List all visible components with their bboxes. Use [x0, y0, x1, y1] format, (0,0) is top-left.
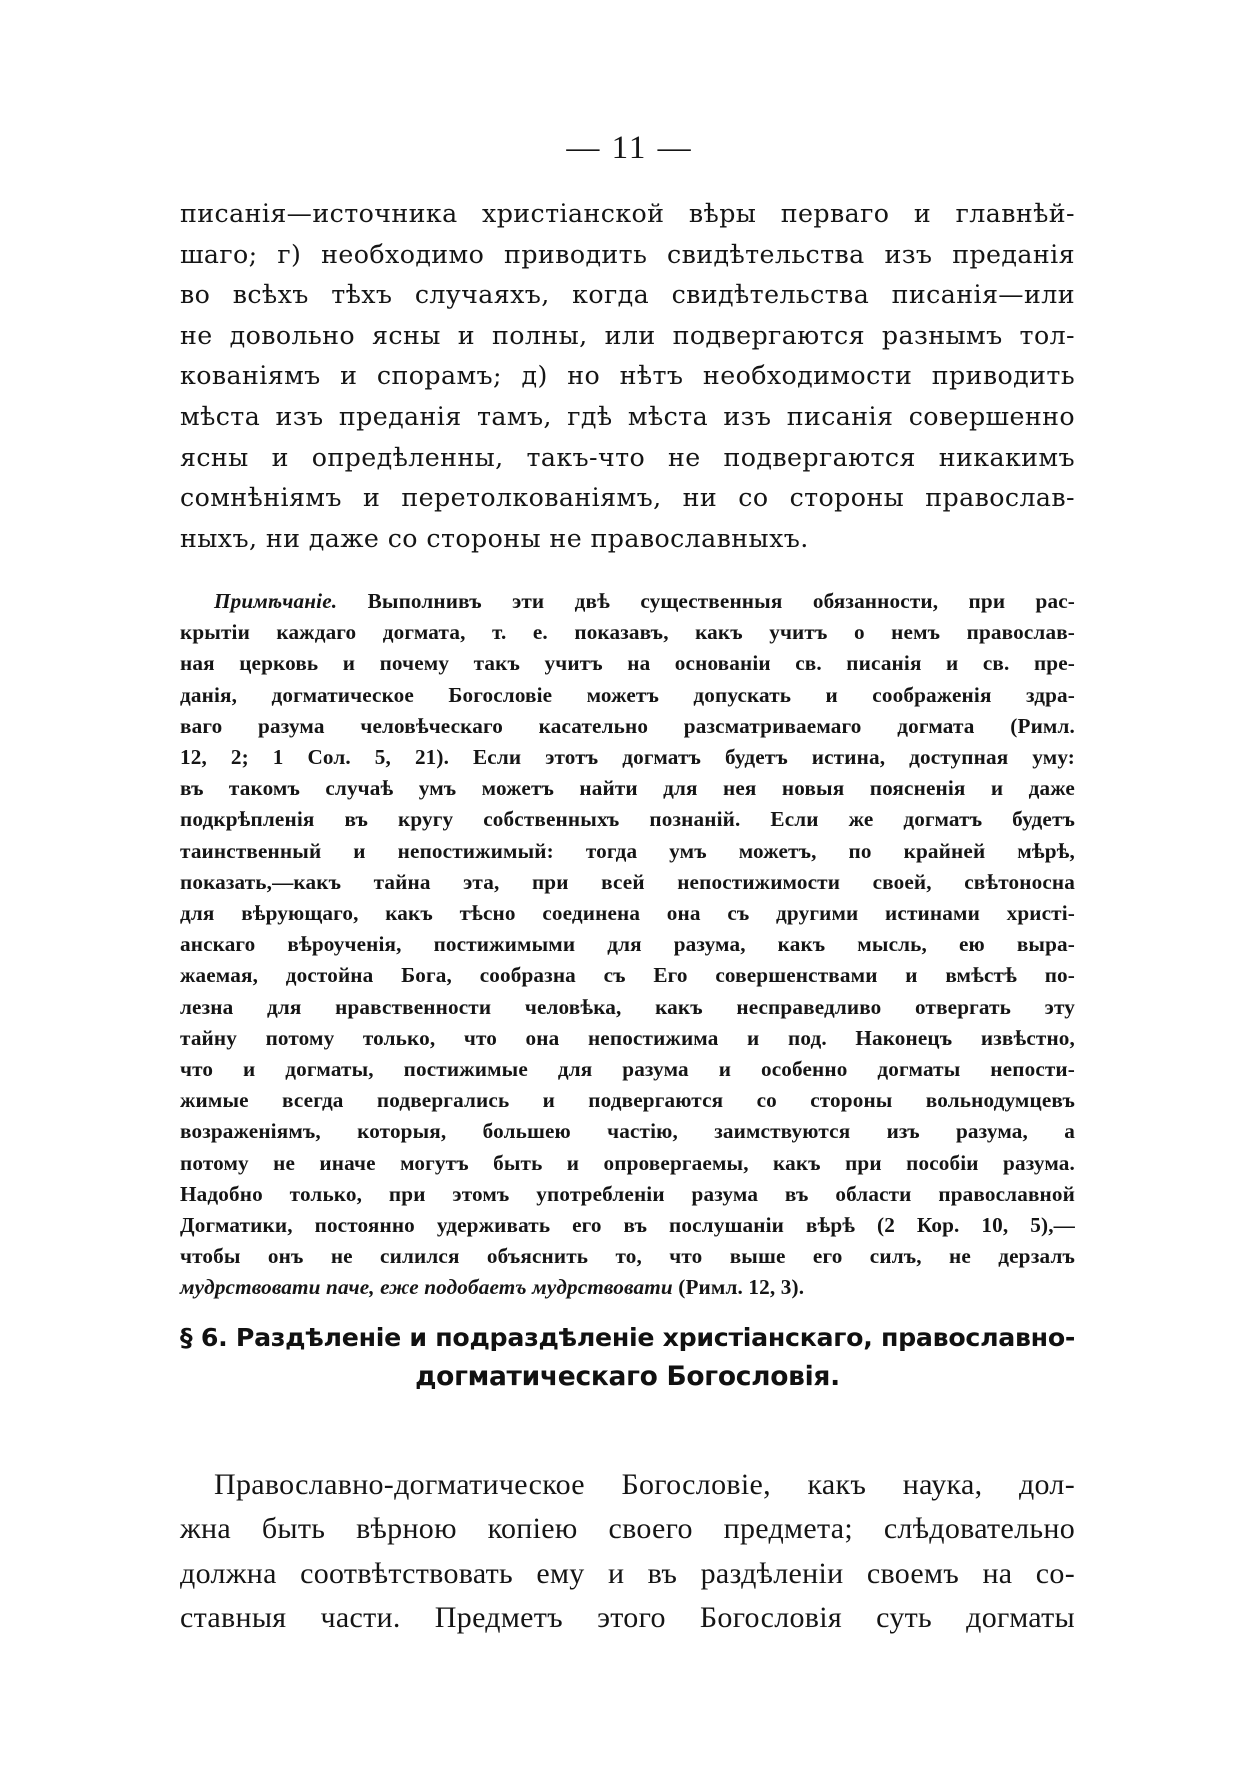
text-line: жна быть вѣрною копіею своего предмета; слѣдовательно	[180, 1512, 1075, 1546]
text-line: мѣста изъ преданія тамъ, гдѣ мѣста изъ писанія совершенно	[180, 401, 1075, 431]
section-paragraph	[180, 1463, 1075, 1641]
note-line: 12, 2; 1 Сол. 5, 21). Если этотъ догматъ будетъ истина, доступная уму:	[180, 745, 1075, 770]
section-heading-line: § 6. Раздѣленіе и подраздѣленіе христіанскаго, православно-	[180, 1323, 1076, 1352]
note-line: ная церковь и почему такъ учитъ на основаніи св. писанія и св. пре-	[180, 651, 1075, 676]
text-line: ясны и опредѣленны, такъ-что не подвергаются никакимъ	[180, 442, 1075, 472]
text-line: шаго; г) необходимо приводить свидѣтельства изъ преданія	[180, 239, 1075, 269]
note-line: ваго разума человѣческаго касательно разсматриваемаго догмата (Римл.	[180, 713, 1075, 738]
note-italic-quote: мудрствовати паче, еже подобаетъ мудрствовати	[180, 1275, 673, 1300]
text-line: сомнѣніямъ и перетолкованіямъ, ни со стороны православ-	[180, 483, 1075, 513]
main-paragraph	[180, 194, 1075, 559]
text-line: должна соотвѣтствовать ему и въ раздѣленіи своемъ на со-	[180, 1556, 1075, 1590]
note-line: тайну потому только, что она непостижима и под. Наконецъ извѣстно,	[180, 1025, 1075, 1050]
text-line: во всѣхъ тѣхъ случаяхъ, когда свидѣтельства писанія—или	[180, 280, 1075, 310]
note-line: въ такомъ случаѣ умъ можетъ найти для нея новыя поясненія и даже	[180, 776, 1075, 801]
text-line: ныхъ, ни даже со стороны не православныхъ.	[180, 523, 809, 553]
note-line: жимые всегда подвергались и подвергаются со стороны вольнодумцевъ	[180, 1088, 1075, 1113]
note-line: лезна для нравственности человѣка, какъ несправедливо отвергать эту	[180, 994, 1075, 1019]
note-paragraph	[180, 586, 1075, 1304]
text-line: ставныя части. Предметъ этого Богословія суть догматы	[180, 1601, 1075, 1635]
note-line-rest: Выполнивъ эти двѣ существенныя обязанности, при рас-	[367, 589, 1075, 613]
note-line: таинственный и непостижимый: тогда умъ можетъ, по крайней мѣрѣ,	[180, 838, 1075, 863]
note-last-line	[180, 1272, 1075, 1303]
note-line: Догматики, постоянно удерживать его въ послушаніи вѣрѣ (2 Кор. 10, 5),—	[180, 1213, 1075, 1238]
note-reference: (Римл. 12, 3).	[678, 1275, 805, 1300]
note-line: анскаго вѣроученія, постижимыми для разума, какъ мысль, ею выра-	[180, 932, 1075, 957]
text-line: кованіямъ и спорамъ; д) но нѣтъ необходимости приводить	[180, 361, 1075, 391]
text-line: не довольно ясны и полны, или подвергаются разнымъ тол-	[180, 320, 1075, 350]
note-line: данія, догматическое Богословіе можетъ допускать и соображенія здра-	[180, 682, 1075, 707]
note-line: Надобно только, при этомъ употребленіи разума въ области православной	[180, 1181, 1075, 1206]
text-line: писанія—источника христіанской вѣры перваго и главнѣй-	[180, 199, 1075, 228]
note-label: Примѣчаніе.	[214, 589, 338, 613]
note-line: жаемая, достойна Бога, сообразна съ Его совершенствами и вмѣстѣ по-	[180, 963, 1075, 988]
note-line: крытіи каждаго догмата, т. е. показавъ, какъ учитъ о немъ православ-	[180, 620, 1075, 645]
note-line: что и догматы, постижимые для разума и особенно догматы непости-	[180, 1057, 1075, 1082]
page-number: — 11 —	[566, 130, 693, 166]
note-line: возраженіямъ, которыя, большею частію, заимствуются изъ разума, а	[180, 1119, 1075, 1144]
text-line: Православно-догматическое Богословіе, какъ наука, дол-	[214, 1468, 1075, 1501]
note-line: подкрѣпленія въ кругу собственныхъ познаній. Если же догматъ будетъ	[180, 807, 1075, 832]
note-first-line	[180, 586, 1075, 617]
note-line: чтобы онъ не силился объяснить то, что выше его силъ, не дерзалъ	[180, 1244, 1075, 1269]
note-line: показать,—какъ тайна эта, при всей непостижимости своей, свѣтоносна	[180, 869, 1075, 894]
note-line: для вѣрующаго, какъ тѣсно соединена она съ другими истинами христі-	[180, 901, 1075, 926]
note-line: потому не иначе могутъ быть и опровергаемы, какъ при пособіи разума.	[180, 1150, 1075, 1175]
section-heading	[180, 1318, 1075, 1396]
section-heading-line: догматическаго Богословія.	[415, 1361, 840, 1392]
